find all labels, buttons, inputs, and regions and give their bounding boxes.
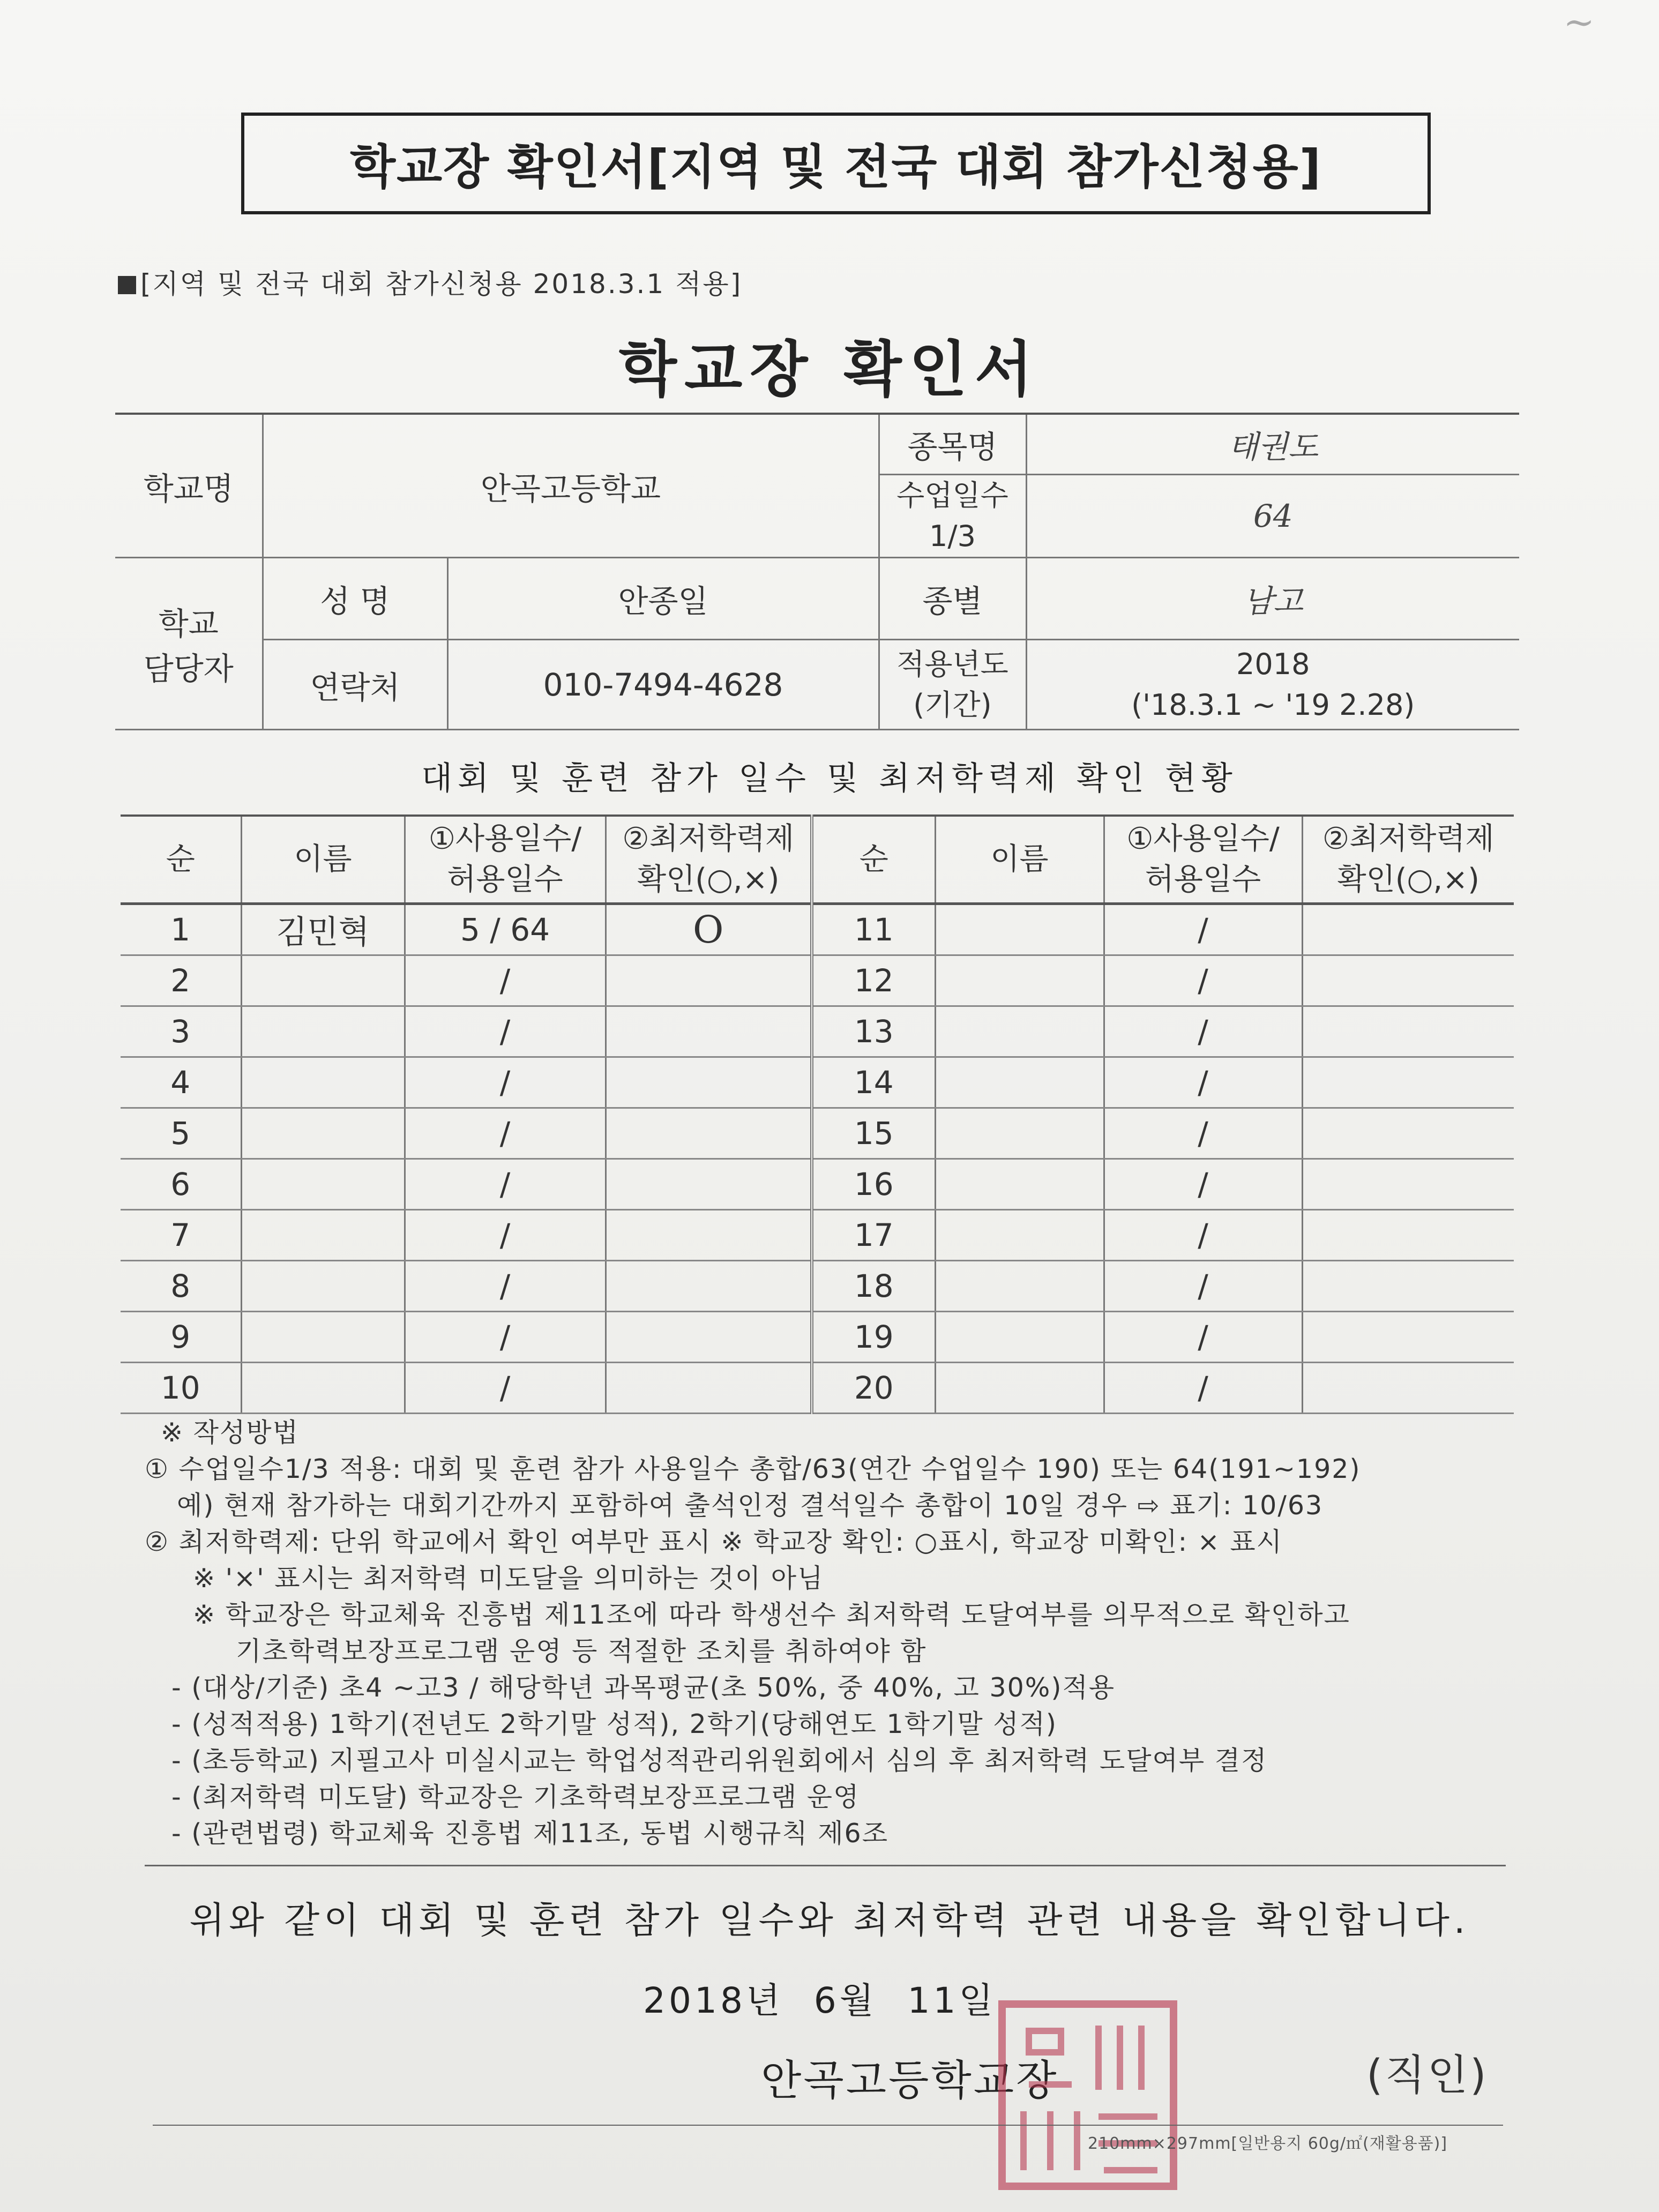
note-2c: 기초학력보장프로그램 운영 등 적절한 조치를 취하여야 함 (236, 1636, 927, 1667)
row-days-left: / (405, 1261, 606, 1312)
banner-title: 학교장 확인서[지역 및 전국 대회 참가신청용] (241, 113, 1431, 214)
section-title: 대회 및 훈련 참가 일수 및 최저학력제 확인 현황 (421, 760, 1238, 797)
event-label: 종목명 (879, 414, 1026, 475)
participants-table (121, 814, 1514, 1414)
row-check-left (606, 1261, 812, 1312)
row-name-left: 김민혁 (241, 904, 405, 955)
row-days-right: / (1104, 1210, 1302, 1261)
table-row (121, 955, 1514, 1006)
table-row (121, 1108, 1514, 1159)
table-row (121, 1057, 1514, 1108)
row-days-left: / (405, 1108, 606, 1159)
notes-heading: ※ 작성방법 (161, 1417, 299, 1448)
footer-rule (153, 2125, 1503, 2126)
note-dash-3: - (초등학교) 지필고사 미실시교는 학업성적관리위원회에서 심의 후 최저학력 도달여부 결정 (171, 1745, 1268, 1776)
note-dash-1: - (대상/기준) 초4 ~고3 / 해당학년 과목평균(초 50%, 중 40%, 고 30%)적용 (171, 1672, 1116, 1703)
note-2b: ※ 학교장은 학교체육 진흥법 제11조에 따라 학생선수 최저학력 도달여부를 의무적으로 확인하고 (193, 1600, 1350, 1630)
header-check-right (1302, 816, 1514, 904)
header-check-left (606, 816, 812, 904)
row-days-left: / (405, 1312, 606, 1363)
row-days-left: / (405, 1006, 606, 1057)
row-check-right (1302, 1108, 1514, 1159)
row-no-left: 4 (121, 1057, 241, 1108)
official-seal-stamp (991, 1993, 1184, 2197)
row-name-right (935, 955, 1104, 1006)
class-days-label-1: 수업일수 (896, 479, 1008, 512)
header-days-right-1: ①사용일수/ (1126, 821, 1280, 856)
row-days-right: / (1104, 1006, 1302, 1057)
year-value: 2018 (1236, 647, 1310, 681)
header-no-left: 순 (121, 816, 241, 904)
header-no-right: 순 (812, 816, 935, 904)
header-days-left-2: 허용일수 (447, 862, 563, 897)
table-row (121, 1261, 1514, 1312)
row-check-right (1302, 904, 1514, 955)
row-name-left (241, 955, 405, 1006)
row-no-right: 18 (812, 1261, 935, 1312)
row-check-left (606, 955, 812, 1006)
row-no-left: 3 (121, 1006, 241, 1057)
info-table (115, 413, 1519, 730)
confirmation-statement: 위와 같이 대회 및 훈련 참가 일수와 최저학력 관련 내용을 확인합니다. (189, 1900, 1470, 1942)
table-row (121, 1312, 1514, 1363)
contact-value: 010-7494-4628 (447, 640, 879, 730)
row-no-left: 1 (121, 904, 241, 955)
corner-handwriting: ~ (1563, 0, 1595, 44)
row-name-right (935, 1363, 1104, 1414)
contact-label: 연락처 (263, 640, 447, 730)
row-check-left (606, 1057, 812, 1108)
row-name-left (241, 1057, 405, 1108)
row-days-left: / (405, 1057, 606, 1108)
paper-spec: 210mm×297mm[일반용지 60g/㎡(재활용품)] (1088, 2134, 1448, 2153)
row-name-right (935, 1057, 1104, 1108)
table-row (121, 904, 1514, 955)
row-days-left: / (405, 955, 606, 1006)
page-title: 학교장 확인서 (618, 335, 1041, 405)
row-days-right: / (1104, 1159, 1302, 1210)
note-1-example: 예) 현재 참가하는 대회기간까지 포함하여 출석인정 결석일수 총합이 10일 경우 ⇨ 표기: 10/63 (177, 1490, 1324, 1521)
header-check-right-2: 확인(○,×) (1337, 862, 1479, 897)
row-check-left (606, 1108, 812, 1159)
row-check-right (1302, 1210, 1514, 1261)
notes-divider (145, 1865, 1506, 1866)
row-check-right (1302, 1261, 1514, 1312)
row-no-right: 14 (812, 1057, 935, 1108)
instructions (145, 1415, 1538, 1852)
row-no-right: 11 (812, 904, 935, 955)
note-dash-4: - (최저학력 미도달) 학교장은 기초학력보장프로그램 운영 (171, 1782, 860, 1812)
row-name-left (241, 1159, 405, 1210)
row-name-right (935, 1006, 1104, 1057)
row-check-right (1302, 1312, 1514, 1363)
header-days-right-2: 허용일수 (1145, 862, 1261, 897)
form-version-text: [지역 및 전국 대회 참가신청용 2018.3.1 적용] (140, 268, 743, 300)
row-check-right (1302, 955, 1514, 1006)
row-days-left: / (405, 1159, 606, 1210)
header-name-left: 이름 (241, 816, 405, 904)
issue-date (643, 1972, 996, 2023)
table-row (121, 1210, 1514, 1261)
seal-label: (직인) (1366, 2051, 1489, 2099)
row-days-right: / (1104, 904, 1302, 955)
participants-header-row (121, 816, 1514, 904)
row-name-left (241, 1210, 405, 1261)
row-days-right: / (1104, 1312, 1302, 1363)
signer-name: 안곡고등학교장 (761, 2057, 1059, 2105)
class-days-label-2: 1/3 (929, 519, 976, 553)
row-check-right (1302, 1006, 1514, 1057)
table-row (121, 1006, 1514, 1057)
header-days-left-1: ①사용일수/ (428, 821, 582, 856)
table-row (121, 1159, 1514, 1210)
row-no-right: 17 (812, 1210, 935, 1261)
date-day: 11일 (907, 1980, 997, 2021)
class-days-label (879, 475, 1026, 558)
manager-label (115, 558, 263, 730)
row-check-right (1302, 1057, 1514, 1108)
year-label (879, 640, 1026, 730)
year-label-1: 적용년도 (896, 647, 1008, 681)
row-no-right: 13 (812, 1006, 935, 1057)
note-dash-5: - (관련법령) 학교체육 진흥법 제11조, 동법 시행규칙 제6조 (171, 1818, 889, 1849)
class-days-value: 64 (1026, 475, 1519, 558)
row-no-left: 6 (121, 1159, 241, 1210)
form-version-note (118, 263, 742, 301)
row-days-right: / (1104, 1108, 1302, 1159)
row-days-left: 5 / 64 (405, 904, 606, 955)
category-value: 남고 (1026, 558, 1519, 640)
row-check-left (606, 1363, 812, 1414)
header-days-right (1104, 816, 1302, 904)
note-2a: ※ '×' 표시는 최저학력 미도달을 의미하는 것이 아님 (193, 1563, 824, 1594)
row-name-left (241, 1006, 405, 1057)
row-name-left (241, 1312, 405, 1363)
header-check-right-1: ②최저학력제 (1322, 821, 1494, 856)
row-no-right: 16 (812, 1159, 935, 1210)
row-check-left (606, 1006, 812, 1057)
note-2: ② 최저학력제: 단위 학교에서 확인 여부만 표시 ※ 학교장 확인: ○표시, 학교장 미확인: × 표시 (145, 1527, 1283, 1557)
row-name-right (935, 1159, 1104, 1210)
year-label-2: (기간) (913, 687, 992, 722)
header-check-left-1: ②최저학력제 (622, 821, 795, 856)
header-days-left (405, 816, 606, 904)
school-value: 안곡고등학교 (263, 414, 879, 558)
row-check-right (1302, 1363, 1514, 1414)
row-no-left: 9 (121, 1312, 241, 1363)
row-no-left: 10 (121, 1363, 241, 1414)
category-label: 종별 (879, 558, 1026, 640)
row-name-right (935, 1261, 1104, 1312)
row-days-left: / (405, 1363, 606, 1414)
square-bullet-icon (118, 276, 136, 294)
row-no-left: 5 (121, 1108, 241, 1159)
name-value: 안종일 (447, 558, 879, 640)
manager-label-2: 담당자 (143, 651, 234, 687)
row-days-right: / (1104, 1057, 1302, 1108)
row-check-left (606, 1210, 812, 1261)
row-name-left (241, 1108, 405, 1159)
row-no-right: 20 (812, 1363, 935, 1414)
row-days-right: / (1104, 955, 1302, 1006)
name-label: 성 명 (263, 558, 447, 640)
row-days-right: / (1104, 1363, 1302, 1414)
participants-body (121, 904, 1514, 1414)
note-1: ① 수업일수1/3 적용: 대회 및 훈련 참가 사용일수 총합/63(연간 수업일수 190) 또는 64(191~192) (145, 1454, 1361, 1484)
header-check-left-2: 확인(○,×) (637, 862, 780, 897)
event-value: 태권도 (1026, 414, 1519, 475)
row-name-right (935, 1312, 1104, 1363)
row-check-left (606, 1159, 812, 1210)
row-name-right (935, 1108, 1104, 1159)
row-no-right: 12 (812, 955, 935, 1006)
row-days-right: / (1104, 1261, 1302, 1312)
row-name-right (935, 1210, 1104, 1261)
table-row (121, 1363, 1514, 1414)
row-check-left: O (606, 904, 812, 955)
school-label: 학교명 (115, 414, 263, 558)
row-no-right: 15 (812, 1108, 935, 1159)
row-name-left (241, 1261, 405, 1312)
date-year: 2018년 (643, 1980, 783, 2021)
row-no-left: 8 (121, 1261, 241, 1312)
row-check-left (606, 1312, 812, 1363)
row-no-left: 2 (121, 955, 241, 1006)
header-name-right: 이름 (935, 816, 1104, 904)
row-no-left: 7 (121, 1210, 241, 1261)
period-value: ('18.3.1 ~ '19 2.28) (1131, 687, 1415, 722)
date-month: 6월 (813, 1980, 877, 2021)
row-check-right (1302, 1159, 1514, 1210)
row-days-left: / (405, 1210, 606, 1261)
row-no-right: 19 (812, 1312, 935, 1363)
manager-label-1: 학교 (158, 606, 219, 642)
note-dash-2: - (성적적용) 1학기(전년도 2학기말 성적), 2학기(당해연도 1학기말 성적) (171, 1709, 1058, 1739)
year-value-cell (1026, 640, 1519, 730)
row-name-left (241, 1363, 405, 1414)
row-name-right (935, 904, 1104, 955)
